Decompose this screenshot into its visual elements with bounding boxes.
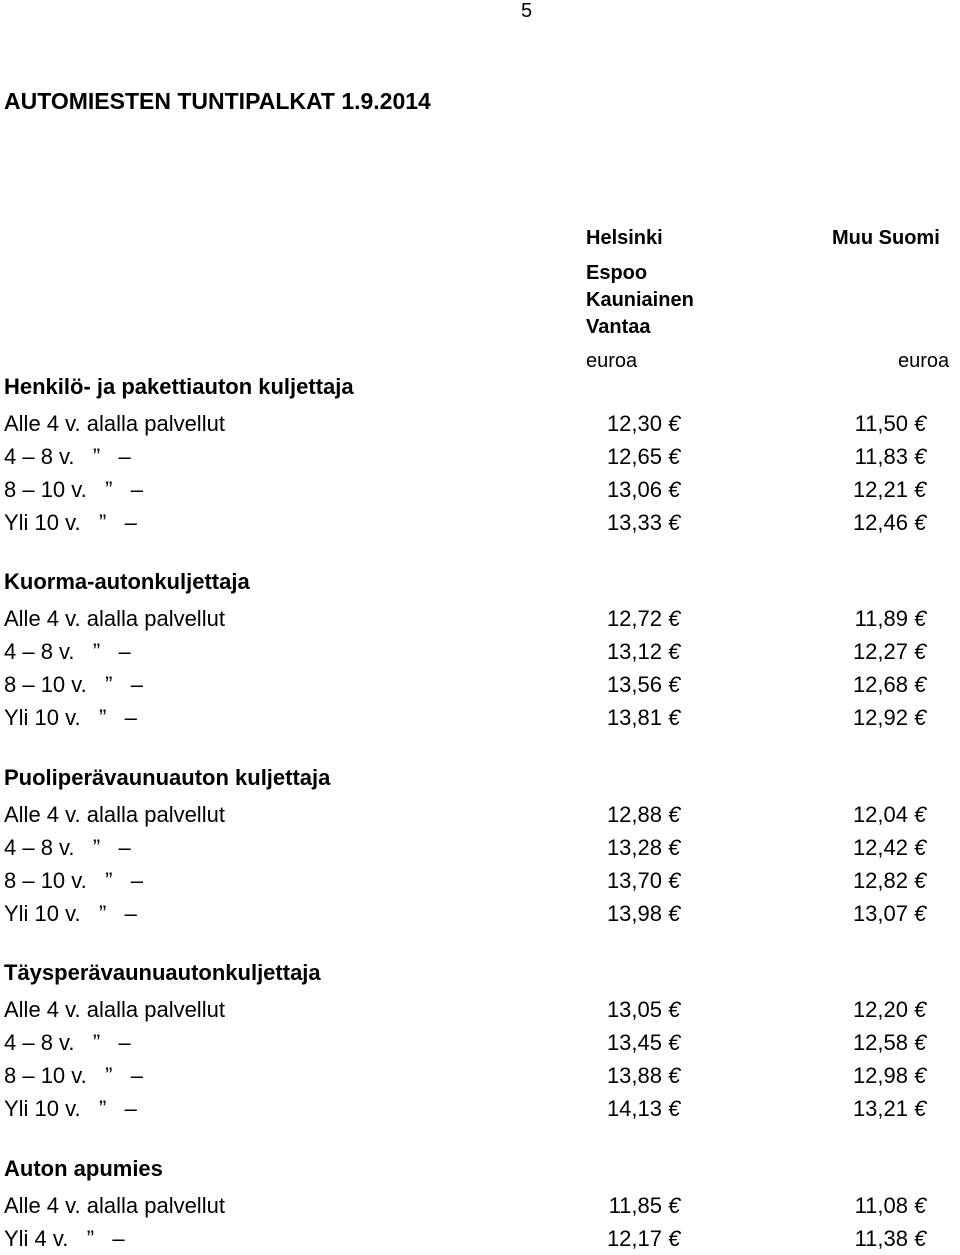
row-label: 8 – 10 v. ” –: [4, 868, 143, 893]
wage-value: 11,38: [854, 1226, 908, 1251]
euro-icon: €: [914, 1193, 927, 1218]
row-label: Alle 4 v. alalla palvellut: [4, 997, 225, 1022]
wage-value: 12,68: [852, 672, 908, 697]
wage-helsinki: [607, 602, 686, 635]
euro-icon: €: [914, 477, 927, 502]
section-title: Henkilö- ja pakettiauton kuljettaja: [4, 374, 354, 399]
wage-muu-suomi: [853, 1092, 932, 1125]
wage-helsinki: [607, 831, 686, 864]
wage-helsinki: [607, 1222, 686, 1255]
wage-helsinki: [607, 798, 686, 831]
euro-icon: €: [668, 705, 681, 730]
wage-muu-suomi: [853, 1026, 932, 1059]
wage-muu-suomi: [853, 635, 932, 668]
euro-icon: €: [914, 997, 927, 1022]
column-header-espoo: Espoo: [586, 262, 648, 284]
euro-icon: €: [914, 510, 927, 535]
page-number: 5: [521, 0, 533, 22]
row-label: 8 – 10 v. ” –: [4, 672, 143, 697]
wage-value: 13,88: [606, 1063, 662, 1088]
wage-helsinki: [607, 635, 686, 668]
wage-value: 11,08: [854, 1193, 908, 1218]
wage-value: 13,70: [606, 868, 662, 893]
wage-value: 12,65: [606, 444, 662, 469]
wage-value: 11,85: [608, 1193, 662, 1218]
wage-value: 12,88: [606, 802, 662, 827]
euro-icon: €: [914, 1030, 927, 1055]
wage-helsinki: [607, 1092, 686, 1125]
wage-value: 13,45: [606, 1030, 662, 1055]
section: [0, 372, 960, 539]
table-row: [0, 1026, 960, 1059]
wage-value: 12,46: [852, 510, 908, 535]
row-label: Alle 4 v. alalla palvellut: [4, 411, 225, 436]
row-label: 4 – 8 v. ” –: [4, 639, 131, 664]
wage-value: 12,82: [852, 868, 908, 893]
section-title: Täysperävaunuautonkuljettaja: [4, 960, 321, 985]
wage-muu-suomi: [853, 668, 932, 701]
table-row: [0, 602, 960, 635]
wage-helsinki: [607, 1026, 686, 1059]
row-label: Yli 4 v. ” –: [4, 1226, 125, 1251]
wage-muu-suomi: [855, 1222, 932, 1255]
euro-icon: €: [668, 901, 681, 926]
section: [0, 763, 960, 930]
wage-value: 11,83: [854, 444, 908, 469]
euro-icon: €: [668, 835, 681, 860]
wage-value: 13,28: [606, 835, 662, 860]
row-label: 8 – 10 v. ” –: [4, 477, 143, 502]
row-label: Alle 4 v. alalla palvellut: [4, 1193, 225, 1218]
table-row: [0, 897, 960, 930]
row-label: 8 – 10 v. ” –: [4, 1063, 143, 1088]
euro-icon: €: [668, 672, 681, 697]
row-label: Alle 4 v. alalla palvellut: [4, 606, 225, 631]
wage-helsinki: [607, 864, 686, 897]
euro-icon: €: [914, 835, 927, 860]
wage-value: 12,21: [852, 477, 908, 502]
table-row: [0, 1059, 960, 1092]
wage-value: 13,06: [606, 477, 662, 502]
table-row: [0, 1222, 960, 1255]
wage-muu-suomi: [853, 798, 932, 831]
euro-icon: €: [668, 411, 681, 436]
wage-value: 14,13: [606, 1096, 662, 1121]
wage-value: 11,50: [854, 411, 908, 436]
table-row: [0, 668, 960, 701]
wage-value: 13,33: [606, 510, 662, 535]
wage-helsinki: [607, 993, 686, 1026]
euro-icon: €: [668, 1030, 681, 1055]
column-header-kauniainen: Kauniainen: [586, 289, 694, 311]
wage-helsinki: [607, 897, 686, 930]
wage-value: 13,05: [606, 997, 662, 1022]
unit-label-muu-suomi: euroa: [898, 350, 950, 372]
row-label: 4 – 8 v. ” –: [4, 1030, 131, 1055]
wage-value: 12,30: [606, 411, 662, 436]
section: [0, 567, 960, 734]
table-row: [0, 1092, 960, 1125]
wage-value: 13,81: [606, 705, 662, 730]
euro-icon: €: [668, 997, 681, 1022]
euro-icon: €: [668, 1193, 681, 1218]
wage-value: 12,98: [852, 1063, 908, 1088]
unit-label-helsinki: euroa: [586, 350, 638, 372]
wage-value: 12,17: [606, 1226, 662, 1251]
euro-icon: €: [668, 444, 681, 469]
wage-helsinki: [607, 407, 686, 440]
table-row: [0, 407, 960, 440]
wage-value: 11,89: [854, 606, 908, 631]
wage-value: 12,92: [852, 705, 908, 730]
wage-muu-suomi: [853, 506, 932, 539]
row-label: Yli 10 v. ” –: [4, 901, 137, 926]
section-title: Puoliperävaunuauton kuljettaja: [4, 765, 331, 790]
section: [0, 1154, 960, 1255]
euro-icon: €: [914, 868, 927, 893]
euro-icon: €: [668, 802, 681, 827]
wage-value: 13,56: [606, 672, 662, 697]
wage-value: 12,58: [852, 1030, 908, 1055]
wage-muu-suomi: [853, 897, 932, 930]
euro-icon: €: [914, 444, 927, 469]
euro-icon: €: [914, 606, 927, 631]
table-row: [0, 1189, 960, 1222]
column-header-muu-suomi: Muu Suomi: [832, 227, 940, 249]
wage-value: 13,21: [852, 1096, 908, 1121]
table-row: [0, 864, 960, 897]
euro-icon: €: [668, 1063, 681, 1088]
wage-muu-suomi: [855, 602, 932, 635]
table-row: [0, 831, 960, 864]
wage-muu-suomi: [853, 473, 932, 506]
euro-icon: €: [914, 411, 927, 436]
row-label: Yli 10 v. ” –: [4, 510, 137, 535]
euro-icon: €: [914, 1226, 927, 1251]
section: [0, 958, 960, 1125]
row-label: 4 – 8 v. ” –: [4, 444, 131, 469]
table-row: [0, 506, 960, 539]
wage-muu-suomi: [855, 440, 932, 473]
wage-muu-suomi: [853, 864, 932, 897]
wage-helsinki: [607, 668, 686, 701]
wage-value: 13,98: [606, 901, 662, 926]
wage-muu-suomi: [855, 1189, 932, 1222]
wage-value: 12,27: [852, 639, 908, 664]
table-row: [0, 440, 960, 473]
section-title: Kuorma-autonkuljettaja: [4, 569, 250, 594]
euro-icon: €: [914, 705, 927, 730]
document-title: AUTOMIESTEN TUNTIPALKAT 1.9.2014: [4, 88, 431, 114]
row-label: 4 – 8 v. ” –: [4, 835, 131, 860]
row-label: Alle 4 v. alalla palvellut: [4, 802, 225, 827]
wage-value: 12,20: [852, 997, 908, 1022]
euro-icon: €: [914, 1096, 927, 1121]
table-row: [0, 701, 960, 734]
column-header-vantaa: Vantaa: [586, 316, 651, 338]
wage-helsinki: [609, 1189, 686, 1222]
euro-icon: €: [668, 1096, 681, 1121]
euro-icon: €: [668, 606, 681, 631]
table-row: [0, 635, 960, 668]
wage-helsinki: [607, 473, 686, 506]
wage-muu-suomi: [853, 993, 932, 1026]
table-row: [0, 993, 960, 1026]
euro-icon: €: [914, 639, 927, 664]
wage-muu-suomi: [853, 831, 932, 864]
euro-icon: €: [914, 672, 927, 697]
wage-helsinki: [607, 701, 686, 734]
column-header-helsinki: Helsinki: [586, 227, 663, 249]
row-label: Yli 10 v. ” –: [4, 705, 137, 730]
euro-icon: €: [668, 477, 681, 502]
wage-muu-suomi: [853, 1059, 932, 1092]
wage-value: 12,72: [606, 606, 662, 631]
table-row: [0, 473, 960, 506]
euro-icon: €: [668, 639, 681, 664]
euro-icon: €: [668, 1226, 681, 1251]
section-title: Auton apumies: [4, 1156, 163, 1181]
wage-value: 12,04: [852, 802, 908, 827]
wage-muu-suomi: [855, 407, 932, 440]
euro-icon: €: [914, 901, 927, 926]
wage-value: 13,07: [852, 901, 908, 926]
euro-icon: €: [668, 868, 681, 893]
euro-icon: €: [668, 510, 681, 535]
table-row: [0, 798, 960, 831]
row-label: Yli 10 v. ” –: [4, 1096, 137, 1121]
wage-value: 13,12: [606, 639, 662, 664]
wage-helsinki: [607, 440, 686, 473]
wage-helsinki: [607, 506, 686, 539]
wage-helsinki: [607, 1059, 686, 1092]
euro-icon: €: [914, 802, 927, 827]
wage-value: 12,42: [852, 835, 908, 860]
euro-icon: €: [914, 1063, 927, 1088]
wage-muu-suomi: [853, 701, 932, 734]
